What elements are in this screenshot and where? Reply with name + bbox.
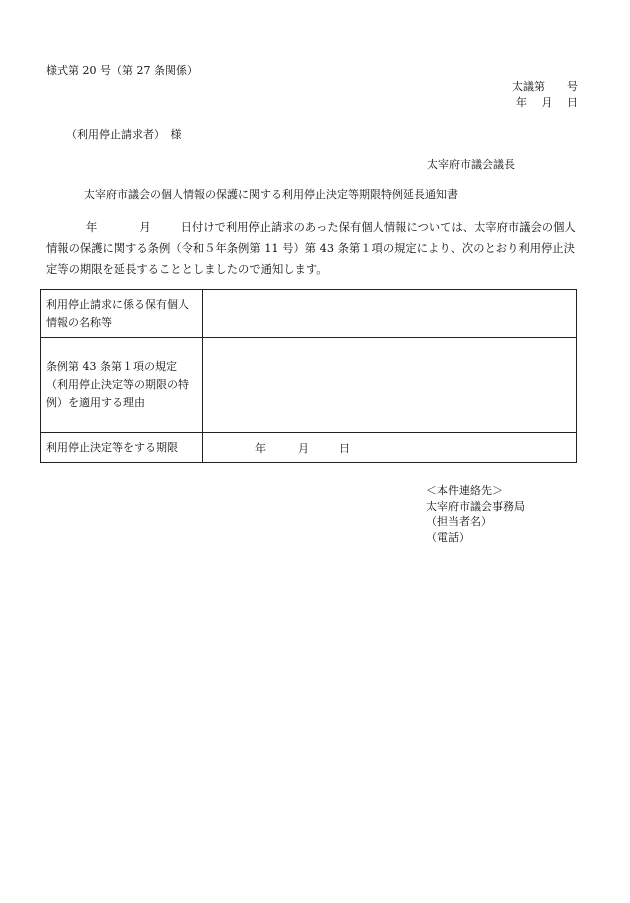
row-label-deadline: 利用停止決定等をする期限 (41, 433, 203, 463)
row-value-reason[interactable] (203, 338, 577, 433)
addressee: （利用停止請求者） 様 (66, 128, 182, 141)
document-date: 年 月 日 (516, 96, 578, 109)
row-label-info-name: 利用停止請求に係る保有個人情報の名称等 (41, 290, 203, 338)
body-year: 年 (86, 221, 98, 234)
table-row (41, 433, 577, 463)
deadline-day: 日 (339, 441, 350, 455)
body-month: 月 (139, 221, 151, 234)
table-row (41, 290, 577, 338)
row-value-info-name[interactable] (203, 290, 577, 338)
contact-heading: ＜本件連絡先＞ (426, 484, 503, 497)
contact-person: （担当者名） (426, 515, 492, 528)
row-label-reason: 条例第 43 条第１項の規定（利用停止決定等の期限の特例）を適用する理由 (41, 338, 203, 433)
document-title: 太宰府市議会の個人情報の保護に関する利用停止決定等期限特例延長通知書 (84, 188, 458, 201)
table-row (41, 338, 577, 433)
sender: 太宰府市議会議長 (427, 158, 515, 171)
contact-office: 太宰府市議会事務局 (426, 499, 525, 513)
deadline-date[interactable] (203, 433, 577, 463)
contact-phone: （電話） (426, 530, 470, 544)
document-number: 太議第 号 (512, 80, 578, 93)
deadline-month: 月 (298, 441, 309, 455)
info-table (40, 289, 577, 463)
deadline-year: 年 (255, 441, 266, 455)
contact-block (426, 483, 525, 545)
body-paragraph (46, 217, 580, 280)
form-number: 様式第 20 号（第 27 条関係） (46, 64, 198, 77)
body-text: 日付けで利用停止請求のあった保有個人情報については、太宰府市議会の個人情報の保護に関する条例（令和５年条例第 11 号）第 43 条第１項の規定により、次のとおり利用停止決定等の期限を延長することとしましたので通知します。 (46, 221, 576, 276)
